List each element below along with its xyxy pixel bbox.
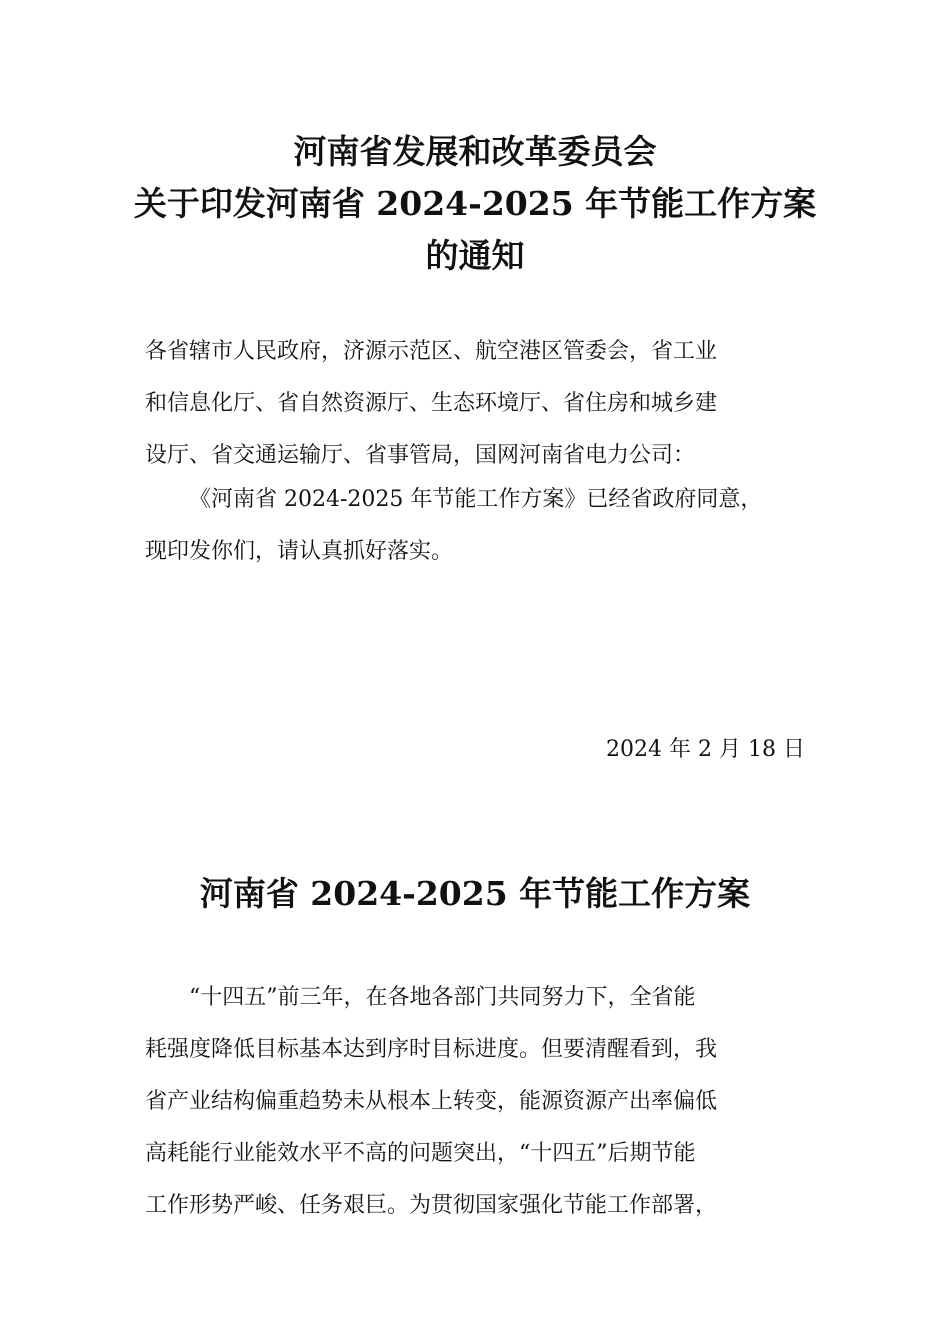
notice-title-line: 河南省发展和改革委员会 <box>293 132 657 171</box>
notice-body-line: 《河南省 2024-2025 年节能工作方案》已经省政府同意， <box>189 487 763 512</box>
plan-intro-line: 工作形势严峻、任务艰巨。为贯彻国家强化节能工作部署， <box>145 1193 718 1218</box>
notice-addressee <box>145 326 807 482</box>
notice-body <box>145 474 807 578</box>
notice-title <box>100 126 850 282</box>
notice-title-line: 的通知 <box>425 236 525 275</box>
plan-intro-paragraph <box>145 972 807 1232</box>
notice-date: 2024 年 2 月 18 日 <box>606 737 805 762</box>
plan-intro-line: 高耗能行业能效水平不高的问题突出，“十四五”后期节能 <box>145 1141 696 1166</box>
plan-title: 河南省 2024-2025 年节能工作方案 <box>199 874 751 913</box>
addressee-line: 各省辖市人民政府，济源示范区、航空港区管委会，省工业 <box>145 339 718 364</box>
addressee-line: 设厅、省交通运输厅、省事管局，国网河南省电力公司： <box>145 443 696 468</box>
plan-intro-line: 耗强度降低目标基本达到序时目标进度。但要清醒看到，我 <box>145 1037 718 1062</box>
notice-body-line: 现印发你们，请认真抓好落实。 <box>145 539 454 564</box>
notice-title-line: 关于印发河南省 2024-2025 年节能工作方案 <box>133 184 817 223</box>
plan-intro-line: “十四五”前三年，在各地各部门共同努力下，全省能 <box>189 985 696 1010</box>
addressee-line: 和信息化厅、省自然资源厅、生态环境厅、省住房和城乡建 <box>145 391 718 416</box>
plan-intro-line: 省产业结构偏重趋势未从根本上转变，能源资源产出率偏低 <box>145 1089 718 1114</box>
